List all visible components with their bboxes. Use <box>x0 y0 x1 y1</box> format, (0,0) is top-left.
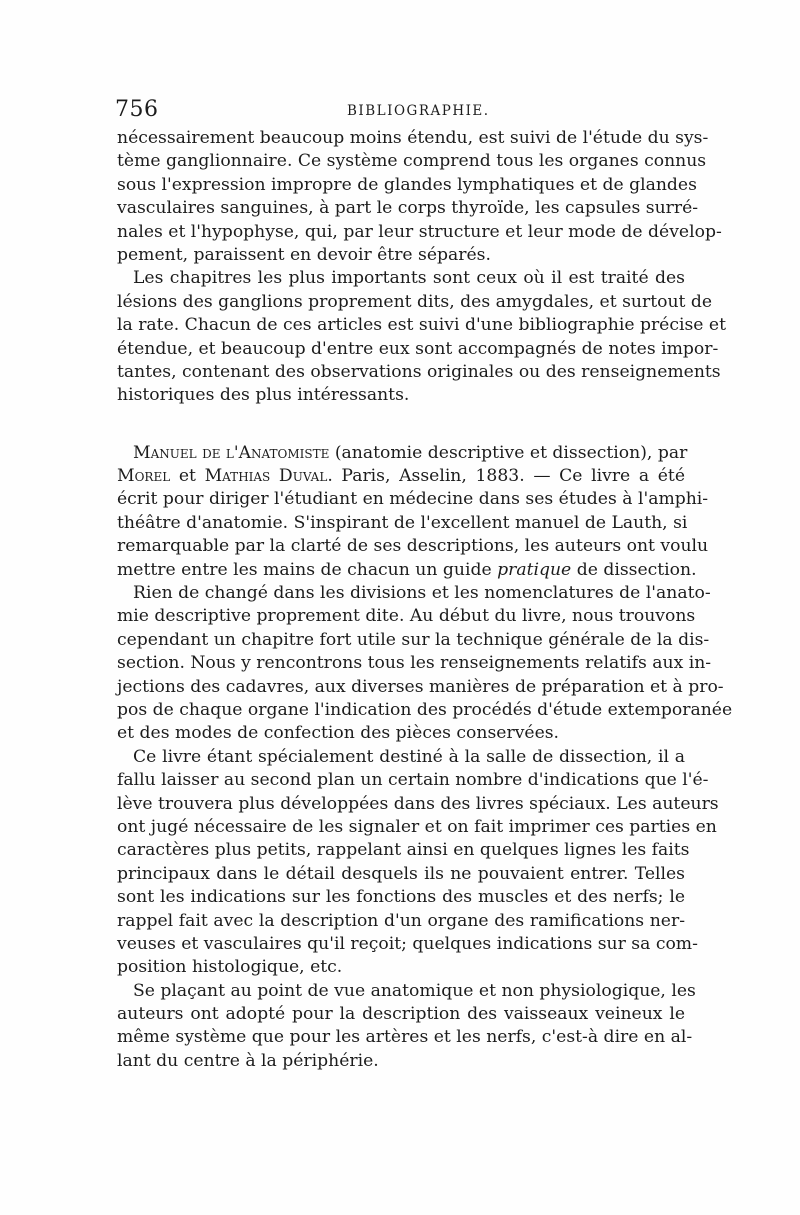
text-line: et des modes de confection des pièces conservées. <box>117 723 560 744</box>
text-line: sous l'expression impropre de glandes lymphatiques et de glandes <box>117 174 697 195</box>
publication-info: . Paris, Asselin, 1883. — Ce livre a été <box>327 466 685 487</box>
text-line: section. Nous y rencontrons tous les renseignements relatifs aux in- <box>117 653 712 674</box>
text-line: nales et l'hypophyse, qui, par leur structure et leur mode de dévelop- <box>117 221 722 242</box>
running-title: BIBLIOGRAPHIE. <box>347 103 490 119</box>
text-line: lève trouvera plus développées dans des livres spéciaux. Les auteurs <box>117 793 719 814</box>
text-line: position histologique, etc. <box>117 957 343 978</box>
text-line: Ce livre étant spécialement destiné à la salle de dissection, il a <box>133 746 685 767</box>
entry-authors-line <box>117 465 685 488</box>
text-line: la rate. Chacun de ces articles est suivi d'une bibliographie précise et <box>117 315 727 336</box>
text-line: pos de chaque organe l'indication des procédés d'étude extemporanée <box>117 699 733 720</box>
text-line: tème ganglionnaire. Ce système comprend tous les organes connus <box>117 151 707 172</box>
text-line: même système que pour les artères et les nerfs, c'est-à dire en al- <box>117 1027 693 1048</box>
text-line: tantes, contenant des observations originales ou des renseignements <box>117 361 721 382</box>
text-line: rappel fait avec la description d'un organe des ramifications ner- <box>117 910 685 931</box>
text-line: caractères plus petits, rappelant ainsi en quelques lignes les faits <box>117 840 690 861</box>
text-line: mie descriptive proprement dite. Au début du livre, nous trouvons <box>117 606 696 627</box>
author-conjunction: et <box>170 466 205 487</box>
text-fragment: de dissection. <box>571 559 697 580</box>
book-subtitle: (anatomie descriptive et dissection), par <box>329 442 688 463</box>
text-line: principaux dans le détail desquels ils ne pouvaient entrer. Telles <box>117 863 685 884</box>
text-line: lant du centre à la périphérie. <box>117 1050 379 1071</box>
text-line: historiques des plus intéressants. <box>117 385 410 406</box>
text-line: Les chapitres les plus importants sont ceux où il est traité des <box>133 268 685 289</box>
text-line: étendue, et beaucoup d'entre eux sont accompagnés de notes impor- <box>117 338 719 359</box>
text-line: veuses et vasculaires qu'il reçoit; quelques indications sur sa com- <box>117 933 698 954</box>
section-gap <box>117 408 685 442</box>
text-line: lésions des ganglions proprement dits, des amygdales, et surtout de <box>117 291 713 312</box>
text-line: cependant un chapitre fort utile sur la technique générale de la dis- <box>117 629 710 650</box>
text-line: ont jugé nécessaire de les signaler et on fait imprimer ces parties en <box>117 816 717 837</box>
text-line: fallu laisser au second plan un certain nombre d'indications que l'é- <box>117 770 709 791</box>
text-line: Se plaçant au point de vue anatomique et non physiologique, les <box>133 980 696 1001</box>
text-line: théâtre d'anatomie. S'inspirant de l'excellent manuel de Lauth, si <box>117 512 688 533</box>
body-text <box>117 127 733 1073</box>
author-name: Mathias Duval <box>204 466 328 487</box>
page-number: 756 <box>115 97 159 122</box>
italic-word: pratique <box>497 559 572 580</box>
text-line: nécessairement beaucoup moins étendu, est suivi de l'étude du sys- <box>117 128 709 148</box>
text-line: pement, paraissent en devoir être séparés. <box>117 244 491 265</box>
entry-title-line <box>117 442 688 465</box>
text-line: auteurs ont adopté pour la description des vaisseaux veineux le <box>117 1004 685 1025</box>
text-line: Rien de changé dans les divisions et les nomenclatures de l'anato- <box>133 583 711 604</box>
text-line: écrit pour diriger l'étudiant en médecine dans ses études à l'amphi- <box>117 489 709 510</box>
text-line: remarquable par la clarté de ses descriptions, les auteurs ont voulu <box>117 536 709 557</box>
text-line: sont les indications sur les fonctions des muscles et des nerfs; le <box>117 887 685 908</box>
text-line <box>117 559 697 582</box>
text-fragment: mettre entre les mains de chacun un guide <box>117 559 498 580</box>
page-header <box>115 97 685 123</box>
author-name: Morel <box>117 466 171 487</box>
text-line: jections des cadavres, aux diverses manières de préparation et à pro- <box>117 676 724 697</box>
text-line: vasculaires sanguines, à part le corps thyroïde, les capsules surré- <box>117 198 699 219</box>
book-title: Manuel de l'Anatomiste <box>133 442 330 463</box>
